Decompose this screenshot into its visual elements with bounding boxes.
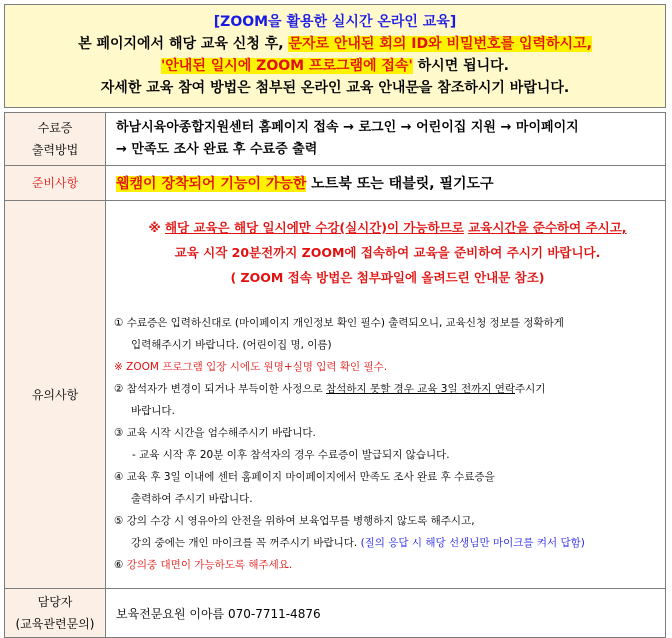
notice-line-2: 본 페이지에서 해당 교육 신청 후, 문자로 안내된 회의 ID와 비밀번호를 입력하시고, xyxy=(78,36,592,52)
notes-warning: ※ 해당 교육은 해당 일시에만 수강(실시간)이 가능하므로 교육시간을 준수하여 주시고, 교육 시작 20분전까지 ZOOM에 접속하여 교육을 준비하여 주시기 바랍니다. ( ZOOM 접속 방법은 첨부파일에 올려드린 안내문 참조) xyxy=(148,220,627,285)
preparation-row xyxy=(5,166,666,201)
contact-value: 보육전문요원 이아름 070-7711-4876 xyxy=(106,589,666,638)
list-item: ① 수료증은 입력하신대로 (마이페이지 개인정보 확인 필수) 출력되오니, 교육신청 정보를 정확하게 xyxy=(114,317,564,329)
notes-label: 유의사항 xyxy=(5,201,106,589)
preparation-label: 준비사항 xyxy=(5,166,106,201)
info-table xyxy=(4,112,666,638)
list-item: ④ 교육 후 3일 이내에 센터 홈페이지 마이페이지에서 만족도 조사 완료 후 수료증을 xyxy=(114,471,495,483)
certificate-steps: 하남시육아종합지원센터 홈페이지 접속 → 로그인 → 어린이집 지원 → 마이페이지 → 만족도 조사 완료 후 수료증 출력 xyxy=(106,113,666,166)
contact-row xyxy=(5,589,666,638)
certificate-label: 수료증 출력방법 xyxy=(5,113,106,166)
list-item: 바랍니다. xyxy=(131,405,175,417)
notes-row xyxy=(5,201,666,589)
list-item: 강의 중에는 개인 마이크를 꼭 꺼주시기 바랍니다. (질의 응답 시 해당 선생님만 마이크를 켜서 답함) xyxy=(131,537,585,549)
contact-label: 담당자 (교육관련문의) xyxy=(5,589,106,638)
certificate-row xyxy=(5,113,666,166)
notice-header xyxy=(4,4,666,108)
notes-list xyxy=(114,312,661,576)
notes-content xyxy=(106,201,666,589)
list-item: 출력하여 주시기 바랍니다. xyxy=(131,493,253,505)
list-item: ② 참석자가 변경이 되거나 부득이한 사정으로 참석하지 못할 경우 교육 3일 전까지 연락주시기 xyxy=(114,383,546,395)
zoom-access-instruction: '안내된 일시에 ZOOM 프로그램에 접속' xyxy=(161,58,413,74)
webcam-requirement: 웹캠이 장착되어 기능이 가능한 xyxy=(116,176,307,192)
list-item: ⑤ 강의 수강 시 영유아의 안전을 위하여 보육업무를 병행하지 않도록 해주시고, xyxy=(114,515,475,527)
notice-title: [ZOOM을 활용한 실시간 온라인 교육] xyxy=(213,14,457,30)
list-item: - 교육 시작 후 20분 이후 참석자의 경우 수료증이 발급되지 않습니다. xyxy=(132,449,450,461)
login-instruction: 문자로 안내된 회의 ID와 비밀번호를 입력하시고, xyxy=(288,36,592,52)
list-item: ※ ZOOM 프로그램 입장 시에도 원명+실명 입력 확인 필수. xyxy=(114,361,388,373)
notice-line-3: '안내된 일시에 ZOOM 프로그램에 접속' 하시면 됩니다. xyxy=(161,58,509,74)
list-item: ⑥ 강의중 대면이 가능하도록 해주세요. xyxy=(114,559,293,571)
list-item: 입력해주시기 바랍니다. (어린이집 명, 이름) xyxy=(131,339,332,351)
notice-line-4: 자세한 교육 참여 방법은 첨부된 온라인 교육 안내문을 참조하시기 바랍니다. xyxy=(100,80,570,96)
preparation-value: 웹캠이 장착되어 기능이 가능한 노트북 또는 태블릿, 필기도구 xyxy=(106,166,666,201)
list-item: ③ 교육 시작 시간을 엄수해주시기 바랍니다. xyxy=(114,427,316,439)
